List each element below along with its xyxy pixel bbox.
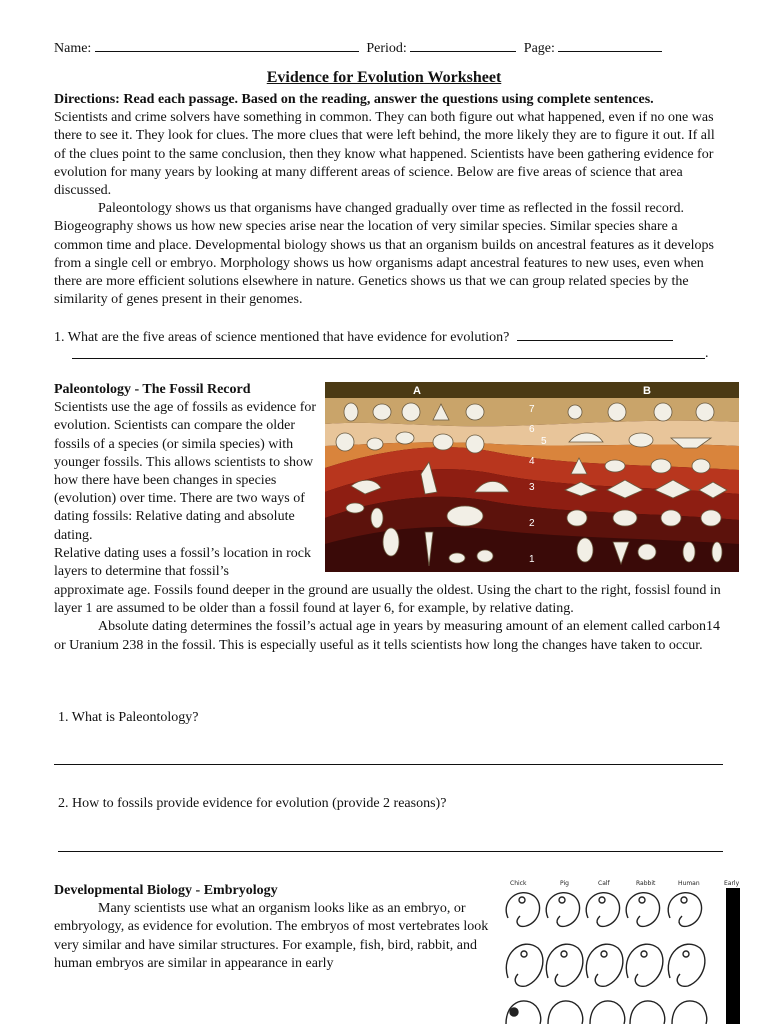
embryo-eye (641, 951, 647, 957)
ammonite-fossil (568, 405, 582, 419)
layer-1-label: 1 (529, 554, 535, 565)
shell-fossil (651, 459, 671, 473)
label-calf: Calf (598, 880, 610, 887)
embryo-icon (548, 1001, 583, 1024)
ammonite-fossil (654, 403, 672, 421)
embryo-drawings (506, 893, 707, 1024)
paleontology-question-1-answer-line[interactable] (54, 764, 723, 765)
embryo-eye (601, 951, 607, 957)
paleontology-question-2-answer-line[interactable] (58, 851, 723, 852)
directions: Directions: Read each passage. Based on the reading, answer the questions using complete sentences. (54, 92, 654, 107)
paleontology-question-1: 1. What is Paleontology? (58, 710, 199, 725)
shell-fossil (373, 404, 391, 420)
embryo-icon (672, 1001, 707, 1024)
paleontology-heading: Paleontology - The Fossil Record (54, 382, 251, 397)
shell-fossil (712, 542, 722, 562)
embryology-heading: Developmental Biology - Embryology (54, 883, 278, 898)
chart-header-band (325, 382, 739, 398)
label-rabbit: Rabbit (636, 880, 656, 887)
shell-fossil (613, 510, 637, 526)
embryo-chart-svg (500, 878, 742, 1024)
shell-fossil (683, 542, 695, 562)
period-label: Period: (366, 41, 407, 56)
ammonite-fossil (336, 433, 354, 451)
question-1-text: 1. What are the five areas of science mentioned that have evidence for evolution? (54, 330, 510, 345)
embryo-icon (590, 1001, 625, 1024)
shell-fossil (661, 510, 681, 526)
embryo-eye (510, 1008, 518, 1016)
page-label: Page: (523, 41, 555, 56)
page-title: Evidence for Evolution Worksheet (266, 69, 502, 86)
embryo-eye (519, 897, 525, 903)
embryo-labels (510, 880, 740, 887)
paleontology-question-2: 2. How to fossils provide evidence for evolution (provide 2 reasons)? (58, 796, 447, 811)
layer-4-label: 4 (529, 456, 535, 467)
trilobite-fossil (638, 544, 656, 560)
paleontology-paragraph-2-end: approximate age. Fossils found deeper in the ground are usually the oldest. Using the chart to the right, fossisl found in layer 1 are assumed to be older than a fossil found at layer 6, for example, by relative dating. (54, 583, 721, 617)
shell-fossil (466, 404, 484, 420)
ammonite-fossil (696, 403, 714, 421)
embryo-comparison-chart (500, 878, 742, 1024)
name-blank[interactable] (95, 38, 359, 52)
shell-fossil (402, 403, 420, 421)
page-blank[interactable] (558, 38, 662, 52)
trilobite-fossil (447, 506, 483, 526)
column-b-label: B (643, 385, 651, 397)
paleontology-narrow-block (54, 381, 318, 581)
layer-6-label: 6 (529, 424, 535, 435)
embryo-eye (561, 951, 567, 957)
trilobite-fossil (371, 508, 383, 528)
trilobite-fossil (383, 528, 399, 556)
embryo-icon (630, 1001, 665, 1024)
shell-fossil (605, 460, 625, 472)
shell-fossil (344, 403, 358, 421)
column-a-label: A (413, 385, 421, 397)
timeline-bar (726, 888, 740, 1024)
fossil-chart-svg (325, 382, 739, 572)
embryo-eye (639, 897, 645, 903)
question-1-answer-blank[interactable] (517, 327, 673, 341)
embryology-paragraph: Many scientists use what an organism looks like as an embryo, or embryology, as evidence for evolution. The embryos of most vertebrates look very similar and have similar structures. For example, fish, bird, rabbit, and human embryos are similar in appearance in early (54, 901, 489, 971)
trilobite-fossil (577, 538, 593, 562)
label-chick: Chick (510, 880, 527, 887)
label-pig: Pig (560, 880, 569, 887)
period-mark: . (705, 346, 709, 361)
intro-paragraph-2: Paleontology shows us that organisms have changed gradually over time as reflected in the fossil record. Biogeography shows us how new species arise near the location of very similar species. Similar species share a common time and place. Developmental biology shows us that an organism builds on ancestral features as it develops from a single cell or embryo. Morphology shows us how organisms adapt ancestral features to new uses, even when there are more efficient solutions elsewhere in nature. Genetics shows us that we can group related species by the similarity of genes present in their genomes. (54, 201, 714, 308)
shell-fossil (396, 432, 414, 444)
shell-fossil (449, 553, 465, 563)
embryo-eye (521, 951, 527, 957)
shell-fossil (567, 510, 587, 526)
paleontology-paragraph-3: Absolute dating determines the fossil’s actual age in years by measuring amount of an element called carbon14 or Uranium 238 in the fossil. This is especially useful as it tells scientists how long the changes have taken to occur. (54, 619, 721, 653)
embryology-block (54, 882, 490, 973)
ammonite-fossil (608, 403, 626, 421)
layer-5-label: 5 (541, 436, 547, 447)
paleontology-wide-block (54, 582, 724, 655)
layer-3-label: 3 (529, 482, 535, 493)
question-1 (54, 327, 673, 347)
shell-fossil (629, 433, 653, 447)
intro-paragraph-1: Scientists and crime solvers have something in common. They can both figure out what happened, even if no one was there to see it. They look for clues. The more clues that were left behind, the more likely they are to figure it out. If all of the clues point to the same conclusion, then they know what happened. Scientists have been gathering evidence for evolution for many years by looking at many different areas of science. Below are five areas of science that area discussed. (54, 110, 715, 199)
ammonite-fossil (466, 435, 484, 453)
shell-fossil (433, 434, 453, 450)
paleontology-paragraph-1: Scientists use the age of fossils as evidence for evolution. Scientists can compare the older fossils of a species (or simila species) with younger fossils. This allows scientists to show how there have been changes in species (evolution) over time. There are two ways of dating fossils: Relative dating and absolute dating. (54, 400, 317, 543)
header-row (54, 38, 662, 58)
layer-2-label: 2 (529, 518, 535, 529)
embryo-eye (683, 951, 689, 957)
shell-fossil (701, 510, 721, 526)
shell-fossil (346, 503, 364, 513)
intro-block (54, 91, 724, 309)
period-blank[interactable] (410, 38, 516, 52)
shell-fossil (477, 550, 493, 562)
layer-7-label: 7 (529, 404, 535, 415)
shell-fossil (692, 459, 710, 473)
paleontology-paragraph-2-start: Relative dating uses a fossil’s location in rock layers to determine that fossil’s (54, 545, 312, 580)
embryo-eye (559, 897, 565, 903)
shell-fossil (367, 438, 383, 450)
label-human: Human (678, 880, 700, 887)
name-label: Name: (54, 41, 92, 56)
fossil-record-chart (325, 382, 739, 572)
embryo-eye (681, 897, 687, 903)
label-early: Early (724, 880, 740, 887)
question-1-answer-line[interactable] (72, 358, 705, 359)
embryo-eye (599, 897, 605, 903)
